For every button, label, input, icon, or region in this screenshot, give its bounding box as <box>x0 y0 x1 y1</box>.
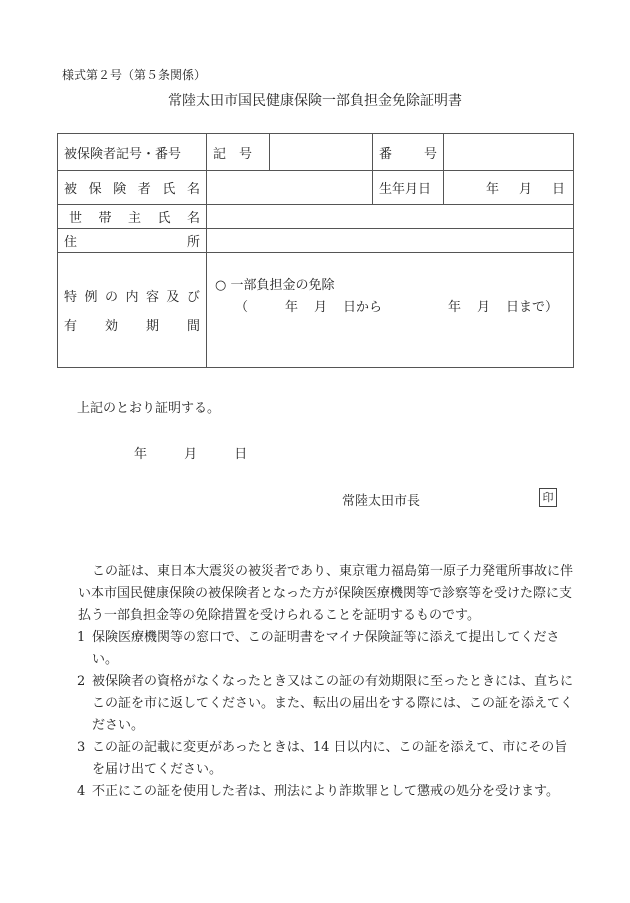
note-item: 1 保険医療機関等の窓口で、この証明書をマイナ保険証等に添えて提出してください。 <box>77 630 560 667</box>
details-label: 特 例 の 内 容 及 び 有 効 期 間 <box>58 253 207 368</box>
insured-id-label: 被保険者記号・番号 <box>58 134 207 171</box>
certificate-table <box>57 133 574 368</box>
seal-mark: 印 <box>539 488 557 507</box>
symbol-value <box>270 134 373 171</box>
birthdate-label: 生年月日 <box>373 171 444 205</box>
birth-year: 年 <box>485 182 499 197</box>
householder-label: 世 帯 主 氏 名 <box>58 205 207 229</box>
details-value <box>207 253 574 368</box>
mayor-name: 常陸太田市長 <box>342 494 421 509</box>
notes-section <box>78 561 575 803</box>
birth-month: 月 <box>518 182 532 197</box>
address-value <box>207 229 574 253</box>
validity-period: （ 年 月 日から 年 月 日まで） <box>235 300 559 315</box>
birthdate-value <box>444 171 574 205</box>
note-item: 2 被保険者の資格がなくなったとき又はこの証の有効期限に至ったときには、直ちにこの証を市に返してください。また、転出の届出をする際には、この証を添えてください。 <box>77 674 574 733</box>
symbol-label: 記 号 <box>207 134 270 171</box>
notes-list <box>78 627 575 803</box>
note-item: 3 この証の記載に変更があったときは、14 日以内に、この証を添えて、市にその旨を届け出てください。 <box>77 740 568 777</box>
exemption-text: ○ 一部負担金の免除 <box>215 278 335 293</box>
certification-date: 年 月 日 <box>134 447 248 462</box>
certification-statement: 上記のとおり証明する。 <box>77 401 221 416</box>
document-title: 常陸太田市国民健康保険一部負担金免除証明書 <box>168 93 462 109</box>
householder-value <box>207 205 574 229</box>
address-label: 住 所 <box>58 229 207 253</box>
note-item: 4 不正にこの証を使用した者は、刑法により詐欺罪として懲戒の処分を受けます。 <box>77 784 559 799</box>
birth-day: 日 <box>551 182 565 197</box>
number-label: 番 号 <box>373 134 444 171</box>
notes-intro: この証は、東日本大震災の被災者であり、東京電力福島第一原子力発電所事故に伴い本市国民健康保険の被保険者となった方が保険医療機関等で診察等を受けた際に支払う一部負担金等の免除措置を受けられることを証明するものです。 <box>78 564 574 623</box>
number-value <box>444 134 574 171</box>
form-reference: 様式第２号（第５条関係） <box>62 68 207 82</box>
insured-name-value <box>207 171 373 205</box>
insured-name-label: 被 保 険 者 氏 名 <box>58 171 207 205</box>
